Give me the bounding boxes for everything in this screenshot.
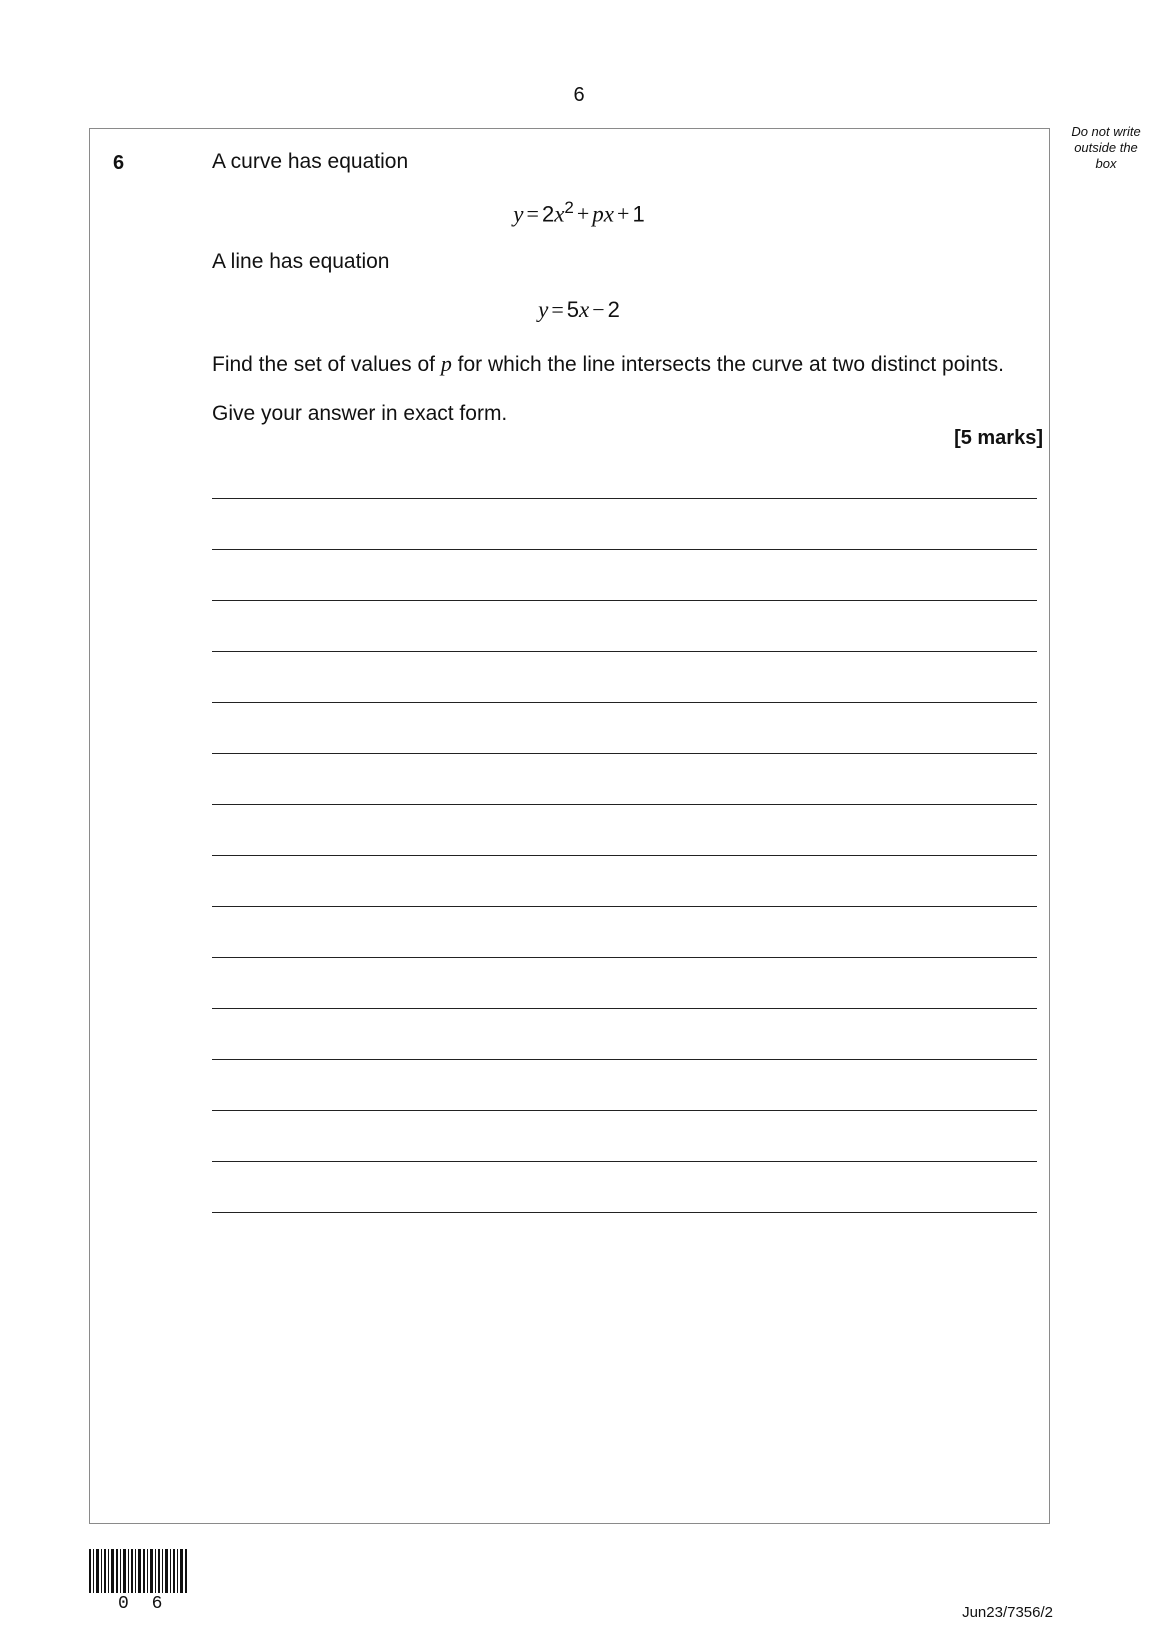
answer-line[interactable] — [212, 1161, 1037, 1162]
eq-plus: + — [576, 201, 590, 227]
margin-note-line: outside the — [1074, 140, 1138, 155]
eq-var: y — [538, 297, 549, 322]
answer-line[interactable] — [212, 753, 1037, 754]
margin-note-line: Do not write — [1071, 124, 1141, 139]
find-text-before: Find the set of values of — [212, 353, 435, 376]
answer-line[interactable] — [212, 957, 1037, 958]
question-number: 6 — [113, 152, 125, 174]
page-number: 6 — [573, 84, 585, 106]
answer-line[interactable] — [212, 804, 1037, 805]
find-text — [212, 351, 1004, 377]
eq-const: 1 — [632, 201, 645, 227]
find-text-after: for which the line intersects the curve at two distinct points. — [457, 353, 1004, 376]
eq-sign: = — [526, 201, 539, 227]
find-var: p — [440, 351, 452, 376]
eq-var: x — [554, 201, 565, 227]
answer-line[interactable] — [212, 906, 1037, 907]
answer-line[interactable] — [212, 1110, 1037, 1111]
answer-line[interactable] — [212, 1212, 1037, 1213]
eq-coef: 5 — [566, 297, 579, 322]
answer-line[interactable] — [212, 1059, 1037, 1060]
eq-power: 2 — [564, 198, 574, 217]
answer-line[interactable] — [212, 1008, 1037, 1009]
eq-plus: + — [617, 201, 630, 227]
line-intro: A line has equation — [212, 250, 390, 273]
margin-note-line: box — [1095, 156, 1117, 171]
answer-line[interactable] — [212, 702, 1037, 703]
curve-intro: A curve has equation — [212, 150, 409, 173]
marks: [5 marks] — [954, 427, 1043, 449]
eq-var: y — [513, 201, 524, 227]
margin-note — [1062, 124, 1150, 172]
paper-reference: Jun23/7356/2 — [962, 1604, 1053, 1621]
eq-var: x — [603, 201, 615, 227]
barcode-icon — [89, 1549, 189, 1593]
eq-minus: − — [592, 297, 605, 322]
curve-equation — [0, 198, 1158, 227]
eq-coef: 2 — [541, 201, 555, 227]
instruction: Give your answer in exact form. — [212, 402, 508, 425]
answer-lines[interactable] — [212, 498, 1037, 1263]
barcode-digits: 0 6 — [118, 1594, 169, 1614]
answer-line[interactable] — [212, 855, 1037, 856]
answer-line[interactable] — [212, 498, 1037, 499]
eq-sign: = — [551, 297, 564, 322]
answer-line[interactable] — [212, 651, 1037, 652]
eq-var: p — [592, 201, 604, 227]
answer-line[interactable] — [212, 600, 1037, 601]
eq-const: 2 — [607, 297, 620, 322]
line-equation — [0, 297, 1158, 323]
answer-line[interactable] — [212, 549, 1037, 550]
eq-var: x — [579, 297, 590, 322]
